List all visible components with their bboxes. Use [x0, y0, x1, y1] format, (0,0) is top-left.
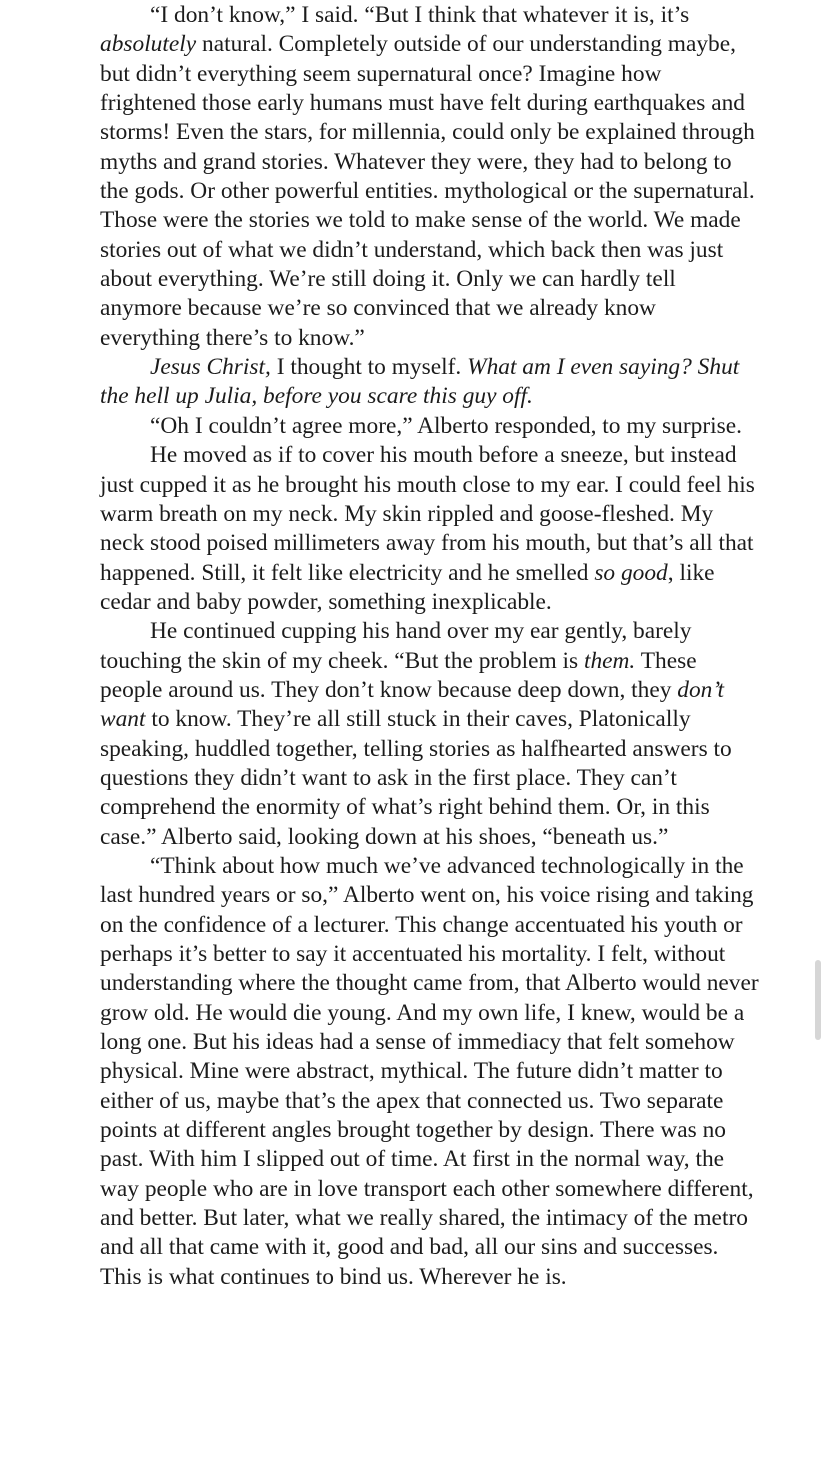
paragraph-2	[100, 353, 760, 412]
italic-text-run: Jesus Christ,	[150, 354, 271, 381]
text-run: natural. Completely outside of our understanding maybe, but didn’t everything seem supernatural once? Imagine how frightened those early humans must have felt during earthquakes and storms! Even the stars, for millennia, could only be explained through myths and grand stories. Whatever they were, they had to belong to the gods. Or other powerful entities. mythological or the supernatural. Those were the stories we told to make sense of the world. We made stories out of what we didn’t understand, which back then was just about everything. We’re still doing it. Only we can hardly tell anymore because we’re so convinced that we already know everything there’s to know.”	[100, 31, 755, 351]
paragraph-1	[100, 1, 760, 353]
document-page	[100, 0, 760, 1292]
text-run: to know. They’re all still stuck in their caves, Platonically speaking, huddled together, telling stories as halfhearted answers to questions they didn’t want to ask in the first place. They can’t comprehend the enormity of what’s right behind them. Or, in this case.” Alberto said, looking down at his shoes, “beneath us.”	[100, 706, 732, 850]
text-run: He continued cupping his hand over my ear gently, barely touching the skin of my cheek. “But the problem is	[100, 618, 692, 674]
scrollbar-thumb[interactable]	[815, 960, 821, 1040]
paragraph-6	[100, 852, 760, 1292]
text-run: , like cedar and baby powder, something inexplicable.	[100, 559, 715, 615]
italic-text-run: them.	[583, 647, 636, 674]
text-run: He moved as if to cover his mouth before a sneeze, but instead just cupped it as he brought his mouth close to my ear. I could feel his warm breath on my neck. My skin rippled and goose-fleshed. My neck stood poised millimeters away from his mouth, but that’s all that happened. Still, it felt like electricity and he smelled	[100, 442, 755, 586]
italic-text-run: What am I even saying? Shut the hell up Julia, before you scare this guy off.	[100, 354, 740, 410]
italic-text-run: so good	[594, 559, 668, 586]
text-run: “I don’t know,” I said. “But I think that whatever it is, it’s	[150, 2, 690, 28]
italic-text-run: absolutely	[100, 31, 197, 58]
text-run: “Think about how much we’ve advanced technologically in the last hundred years or so,” Alberto went on, his voice rising and taking on the confidence of a lecturer. This change accentuated his youth or perhaps it’s better to say it accentuated his mortality. I felt, without understanding where the thought came from, that Alberto would never grow old. He would die young. And my own life, I knew, would be a long one. But his ideas had a sense of immediacy that felt somehow physical. Mine were abstract, mythical. The future didn’t matter to either of us, maybe that’s the apex that connected us. Two separate points at different angles brought together by design. There was no past. With him I slipped out of time. At first in the normal way, the way people who are in love transport each other somewhere different, and better. But later, what we really shared, the intimacy of the metro and all that came with it, good and bad, all our sins and successes. This is what continues to bind us. Wherever he is.	[100, 852, 759, 1290]
paragraph-4	[100, 441, 760, 617]
text-run: I thought to myself.	[270, 354, 468, 381]
italic-text-run: don’t want	[100, 676, 725, 733]
paragraph-3	[100, 412, 760, 441]
text-run: “Oh I couldn’t agree more,” Alberto responded, to my surprise.	[150, 412, 742, 439]
text-run: These people around us. They don’t know because deep down, they	[100, 647, 697, 703]
paragraph-5	[100, 617, 760, 852]
